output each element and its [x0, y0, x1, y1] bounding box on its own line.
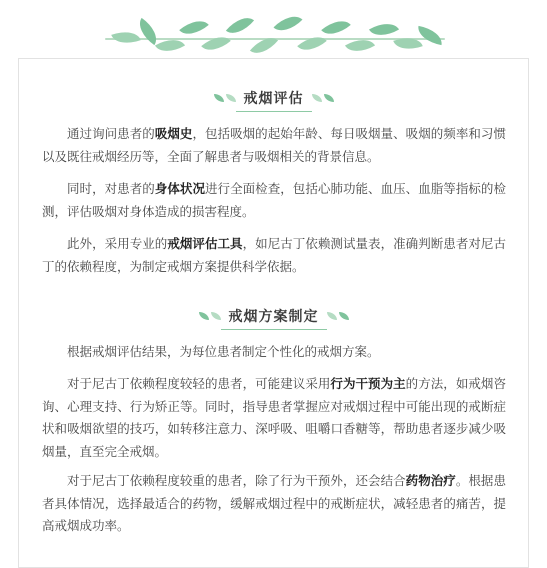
section-heading-assessment — [208, 88, 340, 108]
leaf-icon — [393, 32, 423, 55]
section-title: 戒烟方案制定 — [228, 309, 319, 325]
text: 通过询问患者的 — [67, 126, 155, 141]
text: 此外，采用专业的 — [67, 236, 168, 251]
section-heading-plan-wrap — [0, 306, 547, 326]
leaf-icon — [111, 26, 141, 49]
leaf-icon — [339, 312, 349, 320]
bold-text: 身体状况 — [154, 181, 205, 196]
bold-text: 吸烟史 — [154, 126, 193, 141]
text: 对于尼古丁依赖程度较重的患者，除了行为干预外，还会结合 — [67, 473, 406, 488]
text: 。根据患者具体情况，选择最适合的药物，缓解戒烟过程中的戒断症状，减轻患者的痛苦，提高戒烟成功率。 — [42, 473, 506, 533]
leaf-icon — [297, 29, 327, 57]
paragraph: 根据戒烟评估结果，为每位患者制定个性化的戒烟方案。 — [67, 344, 380, 359]
leaf-icon — [214, 94, 224, 102]
section-heading-plan — [193, 306, 355, 326]
paragraph — [42, 373, 506, 463]
leaf-icon — [226, 94, 236, 102]
leaf-icon — [345, 33, 375, 59]
text: ，包括吸烟的起始年龄、每日吸烟量、吸烟的频率和习惯以及既往戒烟经历等，全面了解患者与吸烟相关的背景信息。 — [42, 126, 506, 164]
text: 同时，对患者的 — [67, 181, 155, 196]
text: 的方法，如戒烟咨询、心理支持、行为矫正等。同时，指导患者掌握应对戒烟过程中可能出现的戒断症状和吸烟欲望的技巧，如转移注意力、深呼吸、咀嚼口香糖等，帮助患者逐步减少吸烟量，直至完全戒烟。 — [42, 376, 506, 459]
leaf-icon — [274, 9, 303, 38]
paragraph — [42, 233, 506, 278]
leaf-icon — [226, 11, 254, 41]
leaf-icon — [201, 29, 231, 57]
leaf-icon — [155, 33, 185, 59]
text: 对于尼古丁依赖程度较轻的患者，可能建议采用 — [67, 376, 331, 391]
leaf-icon — [324, 94, 334, 102]
bold-text: 药物治疗 — [405, 473, 456, 488]
text: ，如尼古丁依赖测试量表，准确判断患者对尼古丁的依赖程度，为制定戒烟方案提供科学依据。 — [42, 236, 506, 274]
paragraph — [42, 470, 506, 538]
bold-text: 戒烟评估工具 — [167, 236, 243, 251]
heading-underline — [221, 329, 327, 330]
leaf-icon — [211, 312, 221, 320]
section-title: 戒烟评估 — [243, 91, 304, 107]
section-heading-assessment-wrap — [0, 88, 547, 108]
paragraph — [42, 178, 506, 223]
paragraph — [42, 123, 506, 168]
heading-underline — [236, 111, 312, 112]
leaf-icon — [199, 312, 209, 320]
leaf-icon — [327, 312, 337, 320]
leaf-icon — [250, 31, 278, 61]
text: 进行全面检查，包括心肺功能、血压、血脂等指标的检测，评估吸烟对身体造成的损害程度。 — [42, 181, 506, 219]
bold-text: 行为干预为主 — [330, 376, 406, 391]
leaf-icon — [312, 94, 322, 102]
